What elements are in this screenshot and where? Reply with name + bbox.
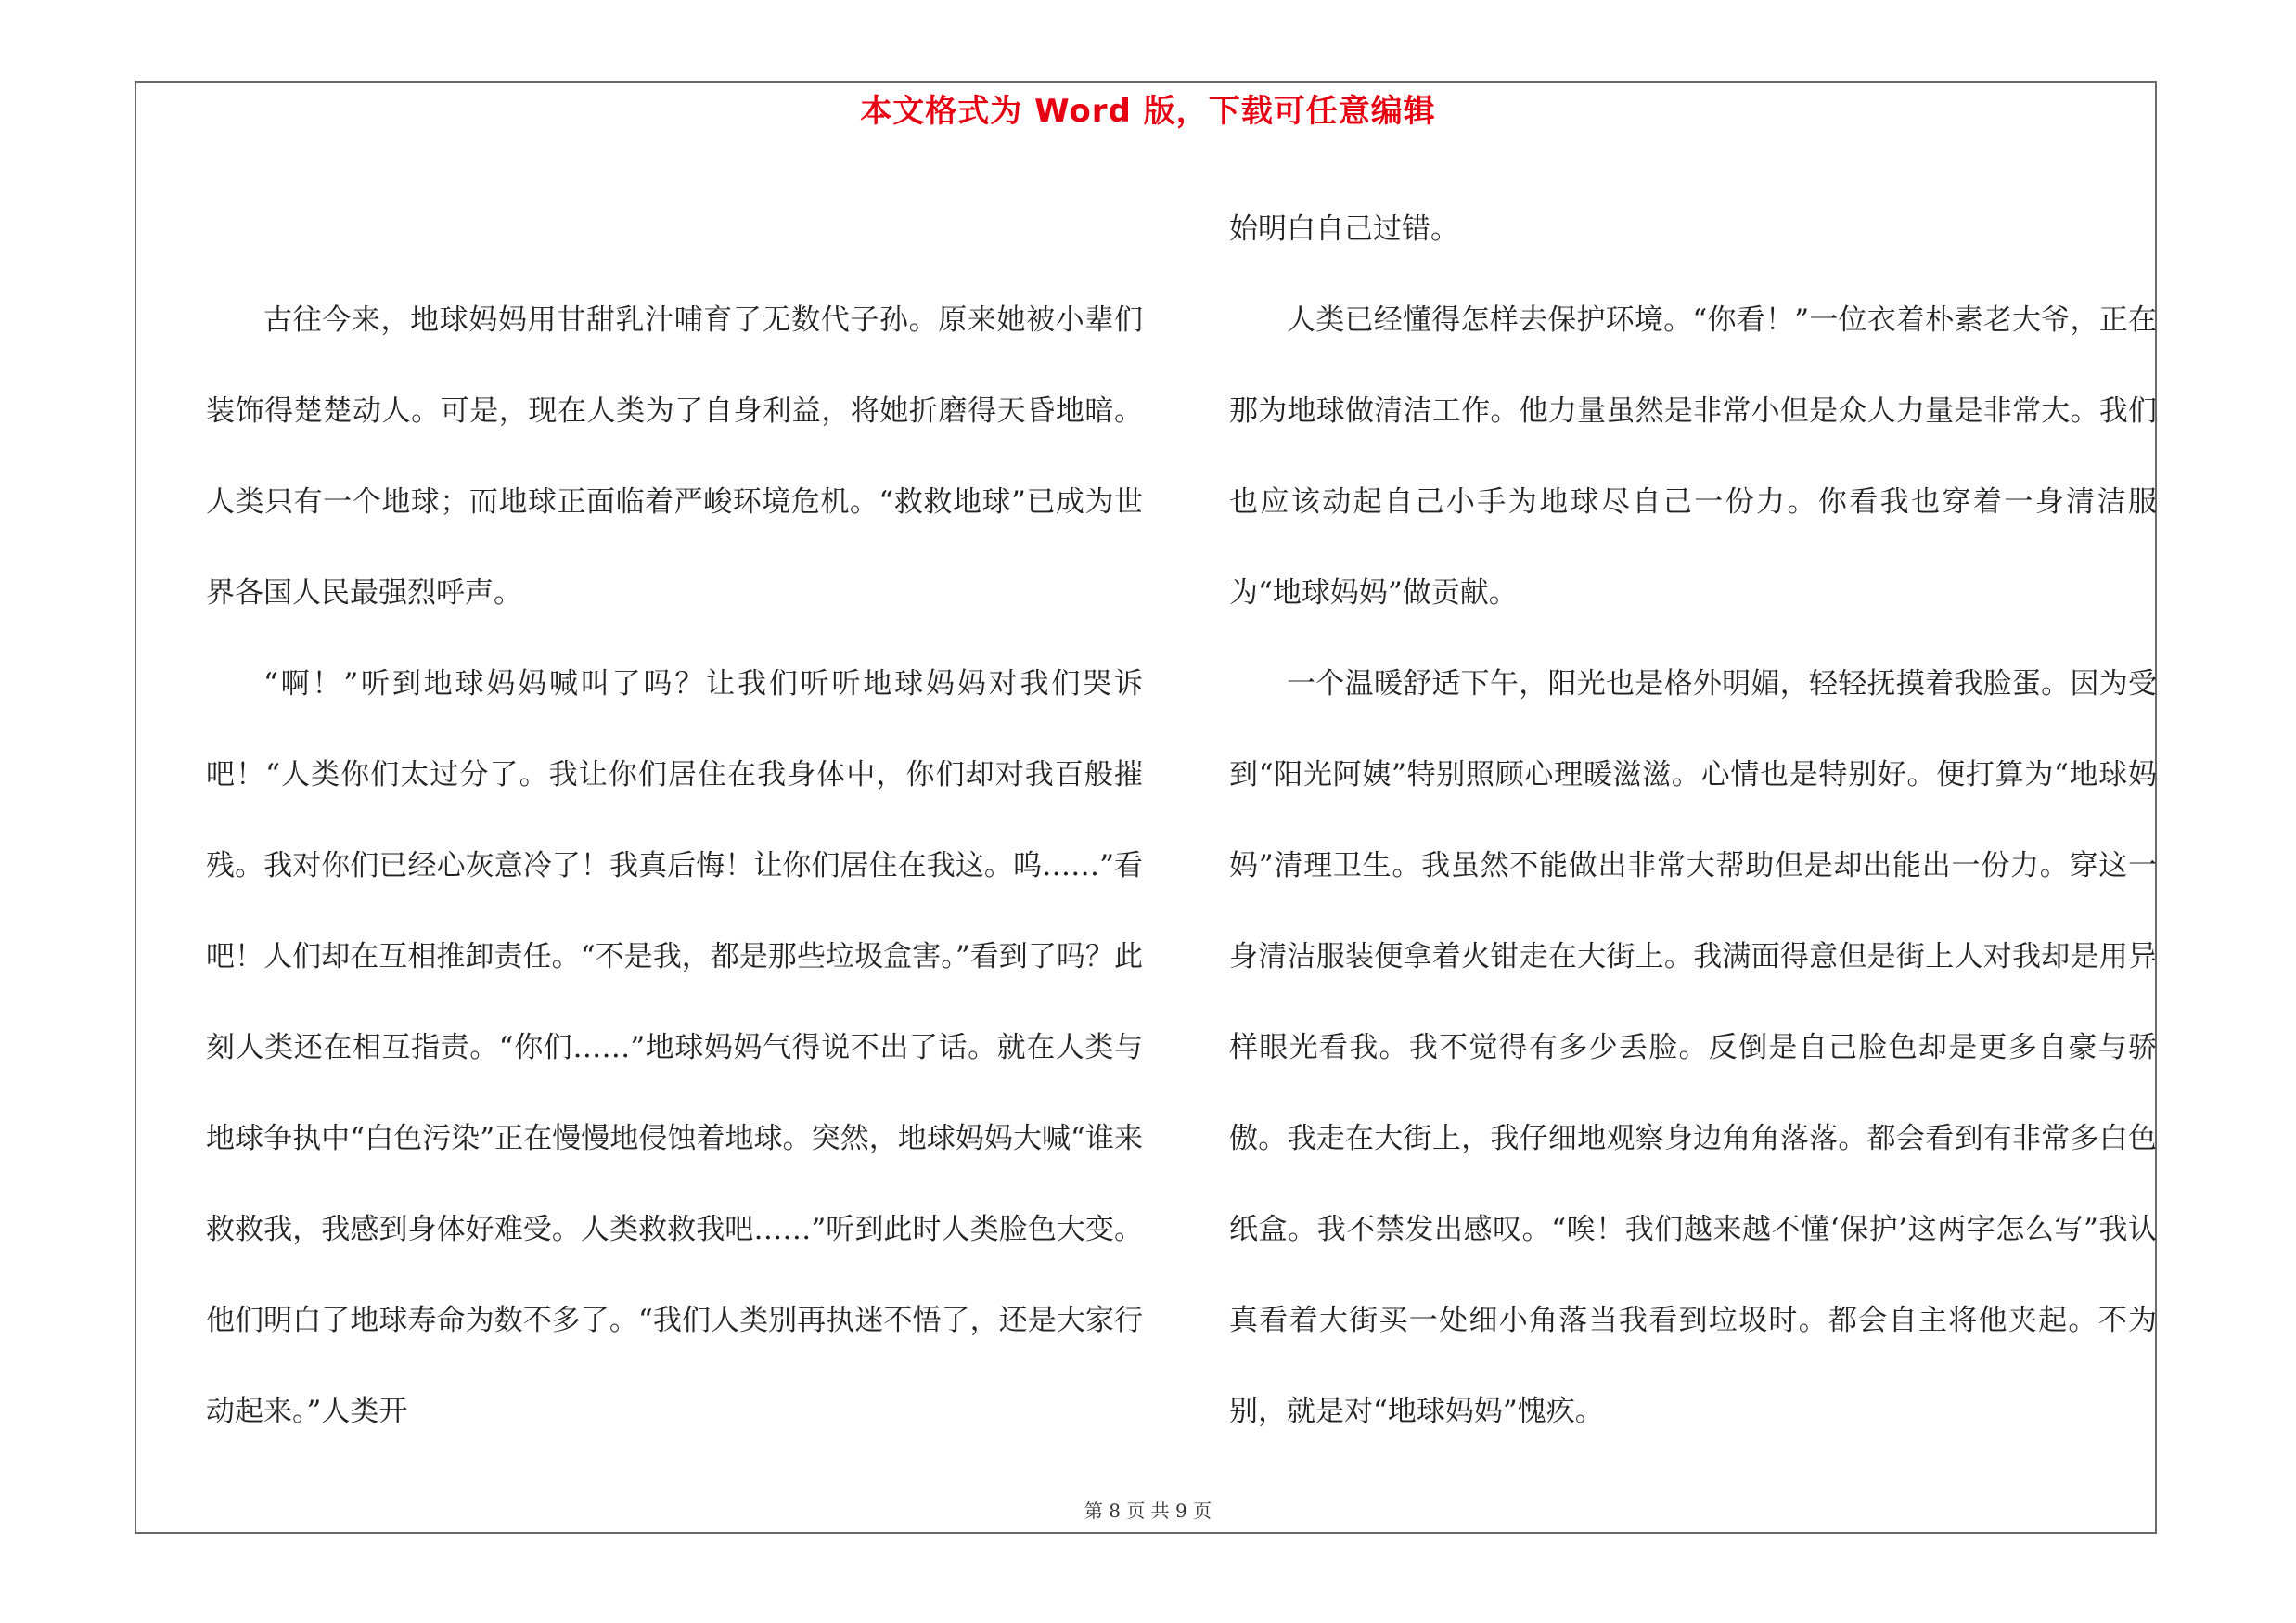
word-format-banner: 本文格式为 Word 版，下载可任意编辑 xyxy=(860,93,1436,130)
page-number-footer: 第 8 页 共 9 页 xyxy=(1084,1500,1212,1522)
paragraph: 人类已经懂得怎样去保护环境。“你看！”一位衣着朴素老大爷，正在那为地球做清洁工作。他力量虽然是非常小但是众人力量是非常大。我们也应该动起自己小手为地球尽自己一份力。你看我也穿着一身清洁服为“地球妈妈”做贡献。 xyxy=(1229,303,2157,610)
paragraph: “啊！”听到地球妈妈喊叫了吗？让我们听听地球妈妈对我们哭诉吧！“人类你们太过分了。我让你们居住在我身体中，你们却对我百般摧残。我对你们已经心灰意冷了！我真后悔！让你们居住在我这。呜……”看吧！人们却在互相推卸责任。“不是我，都是那些垃圾盒害。”看到了吗？此刻人类还在相互指责。“你们……”地球妈妈气得说不出了话。就在人类与地球争执中“白色污染”正在慢慢地侵蚀着地球。突然，地球妈妈大喊“谁来救救我，我感到身体好难受。人类救救我吧……”听到此时人类脸色大变。他们明白了地球寿命为数不多了。“我们人类别再执迷不悟了，还是大家行动起来。”人类开 xyxy=(206,667,1143,1428)
paragraph: 一个温暖舒适下午，阳光也是格外明媚，轻轻抚摸着我脸蛋。因为受到“阳光阿姨”特别照顾心理暖滋滋。心情也是特别好。便打算为“地球妈妈”清理卫生。我虽然不能做出非常大帮助但是却出能出一份力。穿这一身清洁服装便拿着火钳走在大街上。我满面得意但是街上人对我却是用异样眼光看我。我不觉得有多少丢脸。反倒是自己脸色却是更多自豪与骄傲。我走在大街上，我仔细地观察身边角角落落。都会看到有非常多白色纸盒。我不禁发出感叹。“唉！我们越来越不懂‘保护’这两字怎么写”我认真看着大街买一处细小角落当我看到垃圾时。都会自主将他夹起。不为别，就是对“地球妈妈”愧疚。 xyxy=(1229,667,2157,1428)
paragraph: 古往今来，地球妈妈用甘甜乳汁哺育了无数代子孙。原来她被小辈们装饰得楚楚动人。可是，现在人类为了自身利益，将她折磨得天昏地暗。人类只有一个地球；而地球正面临着严峻环境危机。“救救地球”已成为世界各国人民最强烈呼声。 xyxy=(206,303,1143,610)
paragraph-continuation: 始明白自己过错。 xyxy=(1229,213,1459,246)
left-text-column xyxy=(206,275,1143,1457)
right-text-column xyxy=(1229,184,2157,1457)
